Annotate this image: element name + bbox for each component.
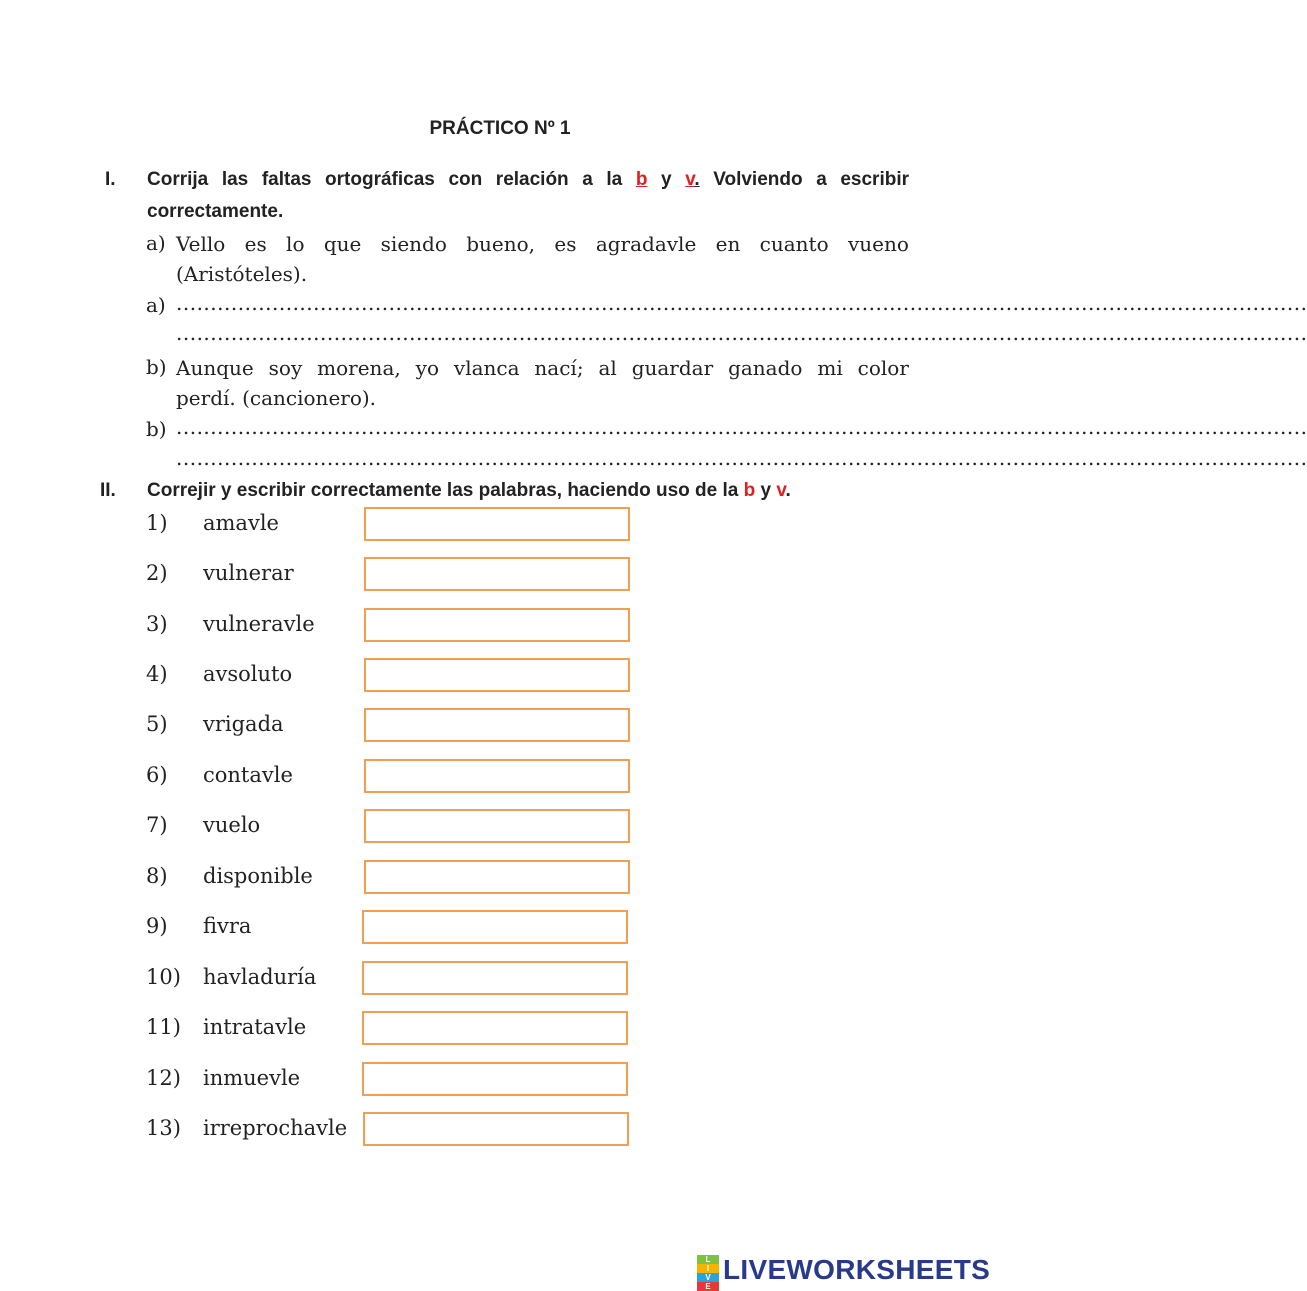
item-word: soy bbox=[268, 356, 303, 380]
item-word: cuanto bbox=[759, 232, 829, 256]
misspelled-word: intratavle bbox=[203, 1015, 307, 1039]
answer-input-8[interactable] bbox=[364, 860, 630, 894]
word-number: 8) bbox=[146, 864, 168, 888]
item-word: color bbox=[857, 356, 909, 380]
word-number: 7) bbox=[146, 813, 168, 837]
section-1-number: I. bbox=[105, 169, 116, 190]
brand-text: LIVEWORKSHEETS bbox=[723, 1254, 991, 1285]
item-word: ganado bbox=[728, 356, 803, 380]
answer-input-9[interactable] bbox=[362, 910, 628, 944]
logo-block: L bbox=[697, 1255, 719, 1264]
item-word: Vello bbox=[176, 232, 226, 256]
misspelled-word: inmuevle bbox=[203, 1066, 301, 1090]
instruction-word: a bbox=[816, 169, 827, 190]
item-word: nací; bbox=[534, 356, 584, 380]
answer-input-2[interactable] bbox=[364, 557, 630, 591]
answer-input-12[interactable] bbox=[362, 1062, 628, 1096]
misspelled-word: amavle bbox=[203, 511, 279, 535]
instruction-word: con bbox=[448, 169, 483, 190]
answer-input-13[interactable] bbox=[363, 1112, 629, 1146]
section-2-instruction bbox=[147, 480, 791, 502]
item-b-line1 bbox=[176, 353, 909, 383]
word-number: 13) bbox=[146, 1116, 181, 1140]
misspelled-word: vulnerar bbox=[203, 561, 294, 585]
misspelled-word: contavle bbox=[203, 763, 293, 787]
item-word: agradavle bbox=[595, 232, 697, 256]
item-word: siendo bbox=[380, 232, 447, 256]
instruction-word: Volviendo bbox=[713, 169, 803, 190]
answer-a-line2[interactable]: ..................................................................................................................................................................... bbox=[176, 321, 1307, 345]
instruction-word: Corrija bbox=[147, 169, 209, 190]
answer-b-line2[interactable]: ..................................................................................................................................................................... bbox=[176, 446, 1307, 470]
misspelled-word: havladuría bbox=[203, 965, 317, 989]
item-word: vueno bbox=[847, 232, 909, 256]
letter-b: b bbox=[743, 480, 756, 501]
misspelled-word: disponible bbox=[203, 864, 313, 888]
word-number: 5) bbox=[146, 712, 168, 736]
answer-input-4[interactable] bbox=[364, 658, 630, 692]
section-1-instruction-line2: correctamente. bbox=[147, 201, 284, 222]
misspelled-word: vulneravle bbox=[203, 612, 315, 636]
item-a-line1 bbox=[176, 229, 909, 259]
instruction-word: la bbox=[606, 169, 623, 190]
item-word: mi bbox=[817, 356, 843, 380]
answer-a-line1[interactable]: ..................................................................................................................................................................... bbox=[176, 291, 1307, 315]
misspelled-word: irreprochavle bbox=[203, 1116, 348, 1140]
logo-block: V bbox=[697, 1273, 719, 1282]
section-2-number: II. bbox=[100, 480, 116, 501]
instruction-word: relación bbox=[495, 169, 569, 190]
instruction-word: escribir bbox=[840, 169, 909, 190]
instruction-word: las bbox=[221, 169, 249, 190]
word-number: 10) bbox=[146, 965, 181, 989]
misspelled-word: vuelo bbox=[203, 813, 261, 837]
answer-input-1[interactable] bbox=[364, 507, 630, 541]
item-b-label: b) bbox=[146, 355, 167, 379]
instruction-word: ortográficas bbox=[325, 169, 435, 190]
item-word: vlanca bbox=[453, 356, 520, 380]
item-word: que bbox=[323, 232, 362, 256]
item-word: es bbox=[244, 232, 267, 256]
item-word: guardar bbox=[631, 356, 714, 380]
item-a-label: a) bbox=[146, 231, 166, 255]
section-1-instruction bbox=[147, 169, 909, 191]
item-word: es bbox=[554, 232, 577, 256]
word-number: 3) bbox=[146, 612, 168, 636]
item-word: lo bbox=[286, 232, 305, 256]
answer-b-label: b) bbox=[146, 417, 167, 441]
item-word: bueno, bbox=[466, 232, 536, 256]
word-number: 6) bbox=[146, 763, 168, 787]
word-number: 11) bbox=[146, 1015, 181, 1039]
item-b-text bbox=[176, 353, 909, 413]
item-word: morena, bbox=[317, 356, 401, 380]
liveworksheets-logo-icon bbox=[697, 1255, 719, 1291]
word-number: 1) bbox=[146, 511, 168, 535]
misspelled-word: avsoluto bbox=[203, 662, 293, 686]
letter-v: v bbox=[776, 480, 786, 501]
conj-y: y bbox=[755, 480, 777, 501]
item-b-line2: perdí. (cancionero). bbox=[176, 386, 377, 410]
item-word: Aunque bbox=[176, 356, 254, 380]
word-number: 12) bbox=[146, 1066, 181, 1090]
word-number: 2) bbox=[146, 561, 168, 585]
page-title: PRÁCTICO Nº 1 bbox=[429, 118, 571, 139]
logo-block: E bbox=[697, 1282, 719, 1291]
answer-input-11[interactable] bbox=[362, 1011, 628, 1045]
logo-block: I bbox=[697, 1264, 719, 1273]
item-word: en bbox=[715, 232, 741, 256]
instruction-word: b bbox=[635, 169, 648, 190]
answer-input-5[interactable] bbox=[364, 708, 630, 742]
word-number: 9) bbox=[146, 914, 168, 938]
item-a-line2: (Aristóteles). bbox=[176, 262, 308, 286]
period: . bbox=[785, 480, 791, 501]
misspelled-word: vrigada bbox=[203, 712, 284, 736]
item-word: yo bbox=[415, 356, 439, 380]
word-number: 4) bbox=[146, 662, 168, 686]
item-word: al bbox=[598, 356, 617, 380]
section-2-instruction-text: Correjir y escribir correctamente las palabras, haciendo uso de la bbox=[147, 480, 744, 501]
instruction-word: y bbox=[661, 169, 672, 190]
answer-b-line1[interactable]: ..................................................................................................................................................................... bbox=[176, 415, 1307, 439]
instruction-word: a bbox=[582, 169, 593, 190]
answer-input-6[interactable] bbox=[364, 759, 630, 793]
liveworksheets-brand bbox=[697, 1252, 991, 1291]
item-a-text bbox=[176, 229, 909, 289]
misspelled-word: fivra bbox=[203, 914, 252, 938]
answer-input-3[interactable] bbox=[364, 608, 630, 642]
instruction-word: faltas bbox=[261, 169, 312, 190]
instruction-word: v. bbox=[685, 169, 700, 190]
answer-a-label: a) bbox=[146, 293, 166, 317]
answer-input-7[interactable] bbox=[364, 809, 630, 843]
answer-input-10[interactable] bbox=[362, 961, 628, 995]
